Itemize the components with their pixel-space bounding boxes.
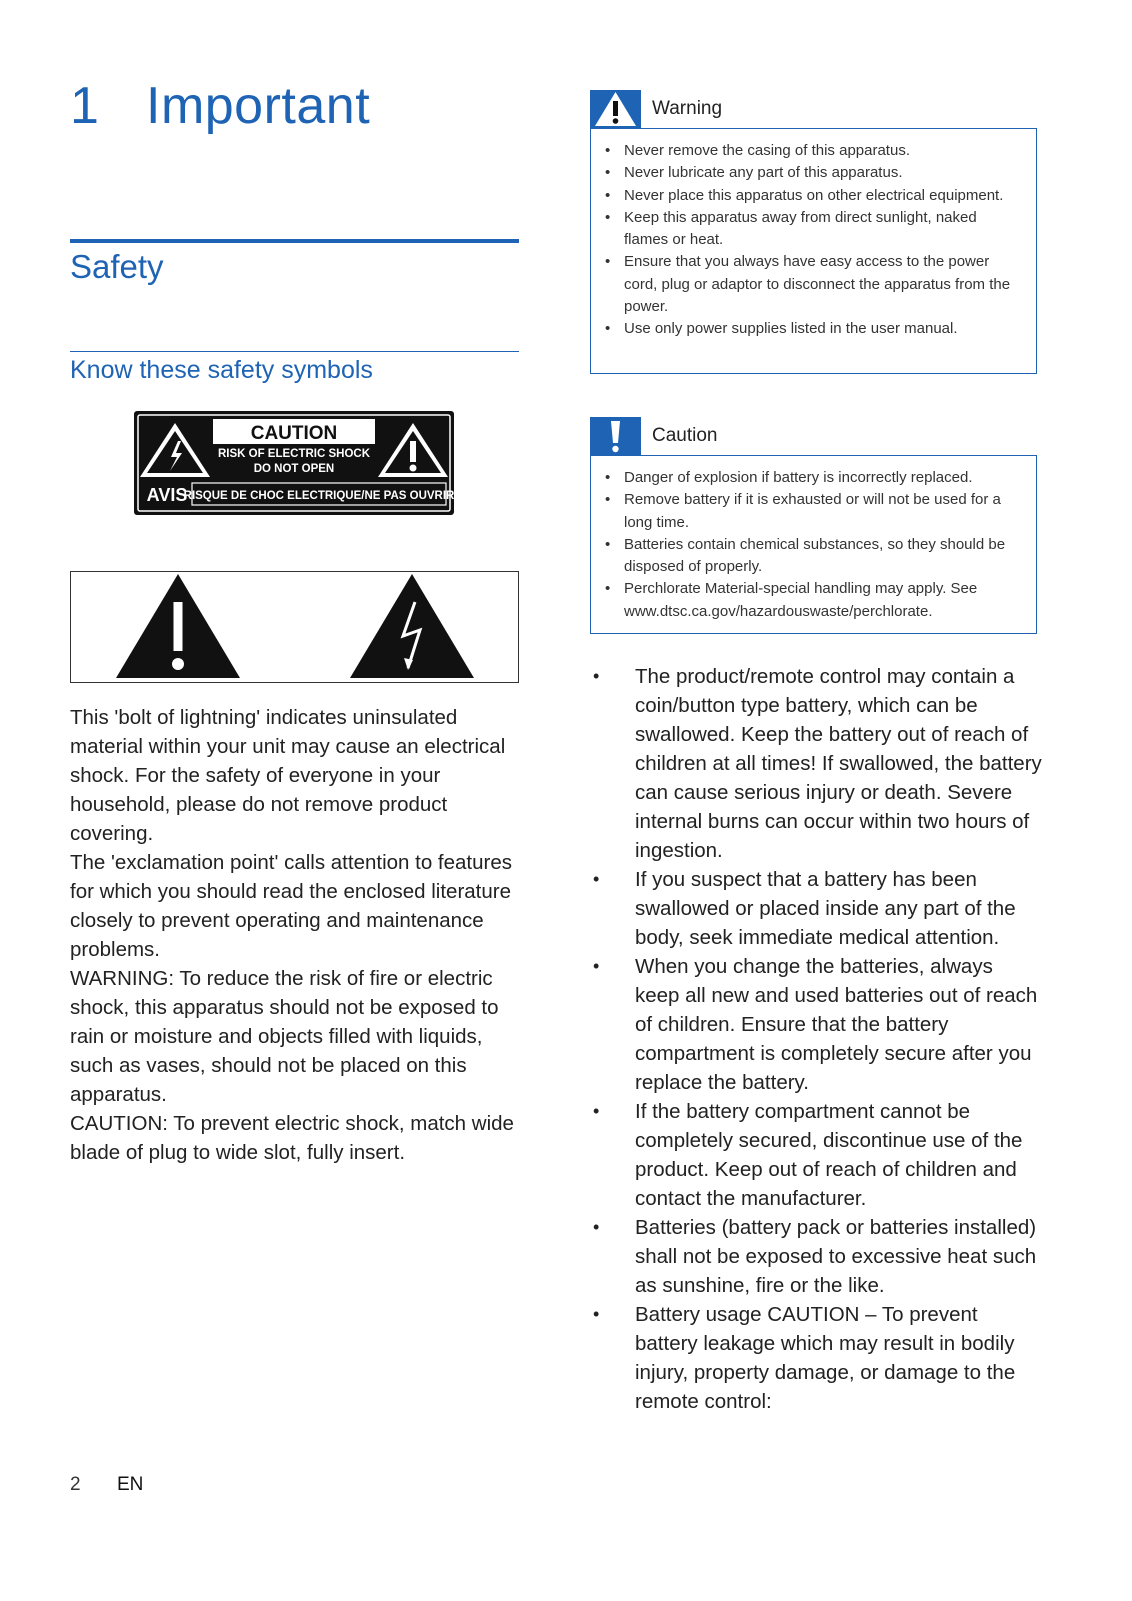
body-paragraph: The 'exclamation point' calls attention to features for which you should read the enclosed literature closely to prevent operating and maintenance problems. bbox=[70, 851, 512, 961]
caution-label-avis: AVIS bbox=[146, 485, 188, 505]
battery-item: • The product/remote control may contain a coin/button type battery, which can be swallowed. Keep the battery out of reach of children at all times! If swallowed, the battery can cause serious injury or death. Severe internal burns can occur within two hours of ingestion. bbox=[590, 662, 1042, 865]
chapter-number: 1 bbox=[70, 77, 100, 135]
caution-label-risk-line1: RISK OF ELECTRIC SHOCK bbox=[217, 448, 371, 460]
warning-label: Warning bbox=[652, 98, 723, 119]
warning-item: • Use only power supplies listed in the user manual. bbox=[603, 318, 1022, 340]
caution-item: • Batteries contain chemical substances, so they should be disposed of properly. bbox=[603, 534, 1022, 579]
warning-badge bbox=[590, 90, 641, 128]
caution-label-image bbox=[134, 411, 454, 515]
caution-label-caution: CAUTION bbox=[250, 423, 338, 444]
section-title: Safety bbox=[70, 248, 164, 285]
body-paragraph: CAUTION: To prevent electric shock, match wide blade of plug to wide slot, fully insert. bbox=[70, 1112, 514, 1164]
chapter-title-text: Important bbox=[146, 77, 371, 135]
safety-body-text bbox=[70, 703, 522, 1167]
safety-symbols-box bbox=[70, 571, 519, 683]
warning-box bbox=[590, 128, 1037, 374]
caution-item: • Danger of explosion if battery is incorrectly replaced. bbox=[603, 467, 1022, 489]
lightning-triangle-icon bbox=[350, 574, 475, 680]
warning-item: • Ensure that you always have easy access to the power cord, plug or adaptor to disconnect the apparatus from the power. bbox=[603, 251, 1022, 318]
section-rule bbox=[70, 239, 519, 243]
caution-item: • Perchlorate Material-special handling may apply. See www.dtsc.ca.gov/hazardouswaste/perchlorate. bbox=[603, 578, 1022, 623]
warning-item: • Keep this apparatus away from direct sunlight, naked flames or heat. bbox=[603, 207, 1022, 252]
warning-item: • Never place this apparatus on other electrical equipment. bbox=[603, 185, 1022, 207]
battery-item: • If the battery compartment cannot be completely secured, discontinue use of the product. Keep out of reach of children and contact the manufacturer. bbox=[590, 1097, 1042, 1213]
page-number: 2 bbox=[70, 1474, 81, 1495]
warning-triangle-icon bbox=[590, 90, 641, 128]
lightning-triangle-icon bbox=[140, 423, 210, 477]
exclamation-icon bbox=[590, 417, 641, 455]
chapter-title bbox=[70, 76, 370, 136]
subsection-rule bbox=[70, 351, 519, 352]
battery-safety-list bbox=[590, 662, 1042, 1416]
battery-item: • Batteries (battery pack or batteries installed) shall not be exposed to excessive heat such as sunshine, fire or the like. bbox=[590, 1213, 1042, 1300]
body-paragraph: WARNING: To reduce the risk of fire or electric shock, this apparatus should not be exposed to rain or moisture and objects filled with liquids, such as vases, should not be placed on this apparatus. bbox=[70, 967, 499, 1106]
caution-box bbox=[590, 455, 1037, 634]
caution-item: • Remove battery if it is exhausted or will not be used for a long time. bbox=[603, 489, 1022, 534]
battery-item: • When you change the batteries, always keep all new and used batteries out of reach of children. Ensure that the battery compartment is completely secure after you replace the battery. bbox=[590, 952, 1042, 1097]
warning-item: • Never remove the casing of this apparatus. bbox=[603, 140, 1022, 162]
exclamation-triangle-icon bbox=[378, 423, 448, 477]
caution-label-french: RISQUE DE CHOC ELECTRIQUE/NE PAS OUVRIR bbox=[183, 490, 454, 502]
exclamation-triangle-icon bbox=[116, 574, 241, 680]
subsection-title: Know these safety symbols bbox=[70, 356, 373, 384]
body-paragraph: This 'bolt of lightning' indicates uninsulated material within your unit may cause an electrical shock. For the safety of everyone in your household, please do not remove product covering. bbox=[70, 706, 506, 845]
battery-item: • Battery usage CAUTION – To prevent battery leakage which may result in bodily injury, property damage, or damage to the remote control: bbox=[590, 1300, 1042, 1416]
caution-label-risk-line2: DO NOT OPEN bbox=[253, 463, 335, 475]
caution-badge bbox=[590, 417, 641, 455]
warning-item: • Never lubricate any part of this apparatus. bbox=[603, 162, 1022, 184]
caution-label: Caution bbox=[652, 425, 718, 446]
language-code: EN bbox=[117, 1474, 144, 1495]
battery-item: • If you suspect that a battery has been swallowed or placed inside any part of the body, seek immediate medical attention. bbox=[590, 865, 1042, 952]
